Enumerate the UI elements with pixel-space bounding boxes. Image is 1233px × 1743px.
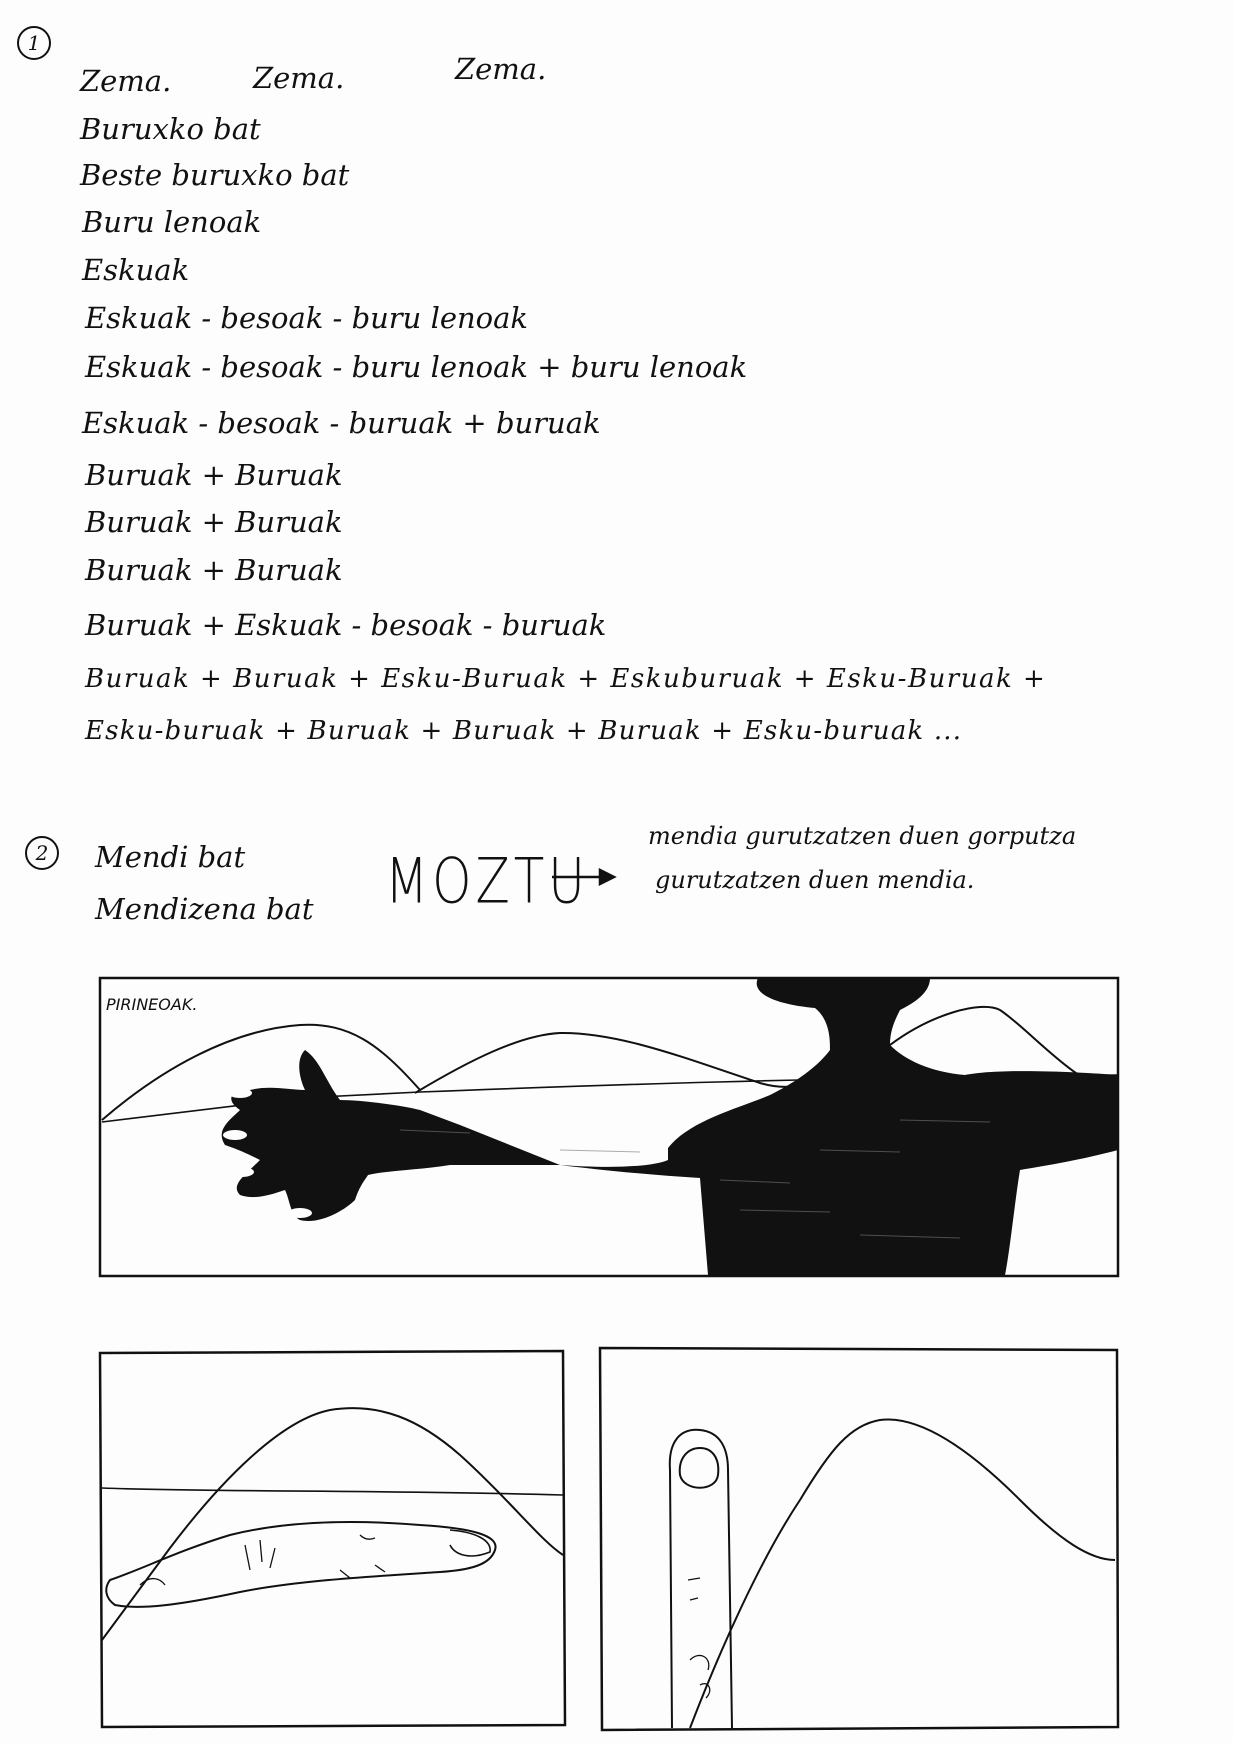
list-line-13: Esku-buruak + Buruak + Buruak + Buruak + Esku-buruak ... — [85, 716, 963, 746]
top-word-2: Zema. — [253, 61, 345, 95]
section-1-number: 1 — [17, 26, 51, 60]
mendi-line-1: Mendi bat — [95, 840, 246, 874]
description-line-1: mendia gurutzatzen duen gorputza — [648, 822, 1077, 850]
nail-3 — [230, 1167, 254, 1177]
bottom-right-panel — [600, 1348, 1118, 1730]
list-line-7: Eskuak - besoak - buruak + buruak — [82, 406, 601, 440]
nail-4 — [288, 1208, 312, 1218]
nail-2 — [223, 1130, 247, 1140]
mendi-line-2: Mendizena bat — [95, 892, 314, 926]
list-line-11: Buruak + Eskuak - besoak - buruak — [85, 608, 607, 642]
bottom-left-panel — [100, 1351, 565, 1727]
list-line-10: Buruak + Buruak — [85, 553, 343, 587]
list-line-4: Eskuak — [82, 253, 190, 287]
list-line-5: Eskuak - besoak - buru lenoak — [85, 301, 529, 335]
list-line-3: Buru lenoak — [82, 205, 262, 239]
description-line-2: gurutzatzen duen mendia. — [655, 866, 975, 894]
section-2-number: 2 — [25, 836, 59, 870]
top-word-3: Zema. — [455, 52, 547, 86]
top-panel — [100, 978, 1118, 1276]
list-line-12: Buruak + Buruak + Esku-Buruak + Eskuburuak + Esku-Buruak + — [85, 664, 1047, 694]
fingernail — [680, 1448, 719, 1488]
list-line-8: Buruak + Buruak — [85, 458, 343, 492]
list-line-2: Beste buruxko bat — [80, 158, 350, 192]
list-line-6: Eskuak - besoak - buru lenoak + buru lenoak — [85, 350, 748, 384]
arrow-right-icon — [552, 870, 614, 884]
nail-1 — [228, 1088, 252, 1098]
list-line-1: Buruxko bat — [80, 112, 261, 146]
top-word-1: Zema. — [80, 64, 172, 98]
lying-finger — [106, 1522, 495, 1607]
list-line-9: Buruak + Buruak — [85, 505, 343, 539]
moztu-keyword: MOZTU — [385, 845, 589, 918]
pirineoak-label: PIRINEOAK. — [106, 995, 198, 1014]
